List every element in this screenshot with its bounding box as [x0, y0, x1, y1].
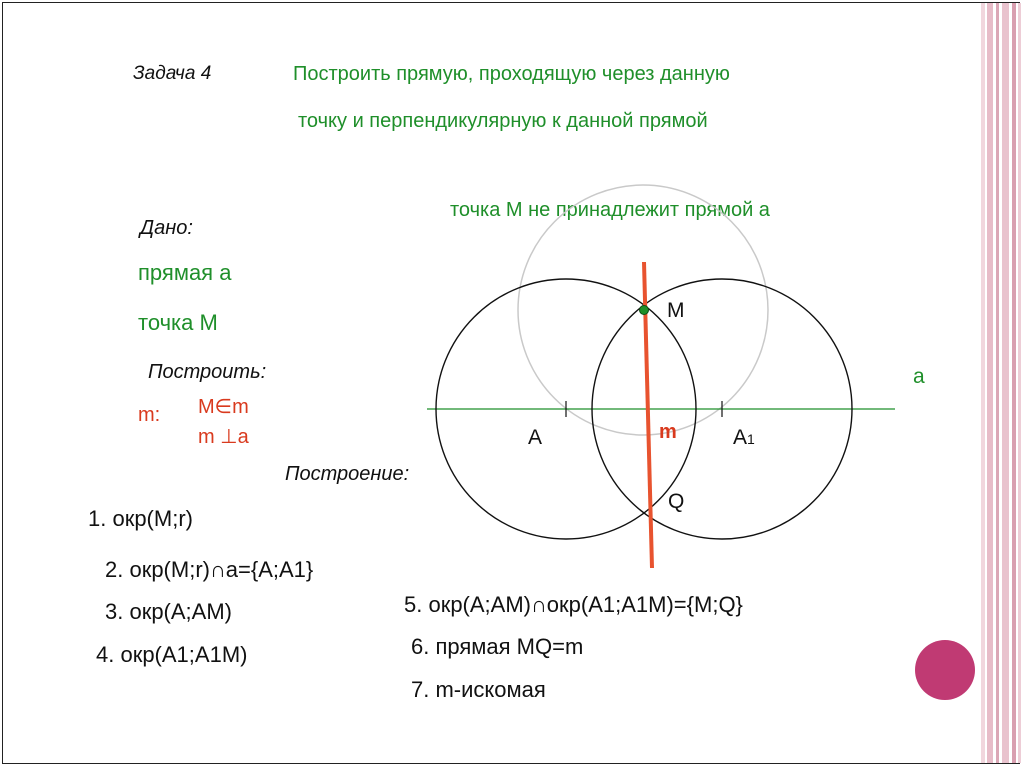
- label-point-a1-main: А: [733, 426, 748, 449]
- label-line-m: m: [659, 421, 677, 443]
- label-line-a: а: [913, 365, 925, 388]
- construct-cond2: m ⊥a: [198, 426, 249, 448]
- task-label: Задача 4: [133, 63, 212, 84]
- task-text-line2: точку и перпендикулярную к данной прямой: [298, 110, 708, 132]
- given-point: точка М: [138, 310, 218, 335]
- step-1: 1. окр(М;r): [88, 506, 193, 531]
- construction-label: Построение:: [285, 463, 410, 485]
- label-point-m: М: [667, 299, 685, 322]
- given-line: прямая а: [138, 260, 232, 285]
- label-point-a1: [733, 427, 755, 448]
- construct-cond1: M∈m: [198, 396, 249, 418]
- step-7: 7. m-искомая: [411, 677, 546, 702]
- step-2: 2. окр(М;r)∩а={А;А1}: [105, 557, 314, 582]
- label-point-a: А: [528, 426, 543, 449]
- step-5: 5. окр(А;АМ)∩окр(А1;А1М)={М;Q}: [404, 592, 743, 617]
- step-6: 6. прямая MQ=m: [411, 634, 584, 659]
- step-4: 4. окр(А1;А1М): [96, 642, 248, 667]
- step-3: 3. окр(А;АМ): [105, 599, 232, 624]
- task-text-line1: Построить прямую, проходящую через данную: [293, 63, 730, 85]
- construct-var: m:: [138, 404, 161, 426]
- label-point-q: Q: [668, 490, 685, 513]
- label-point-a1-sub: 1: [747, 431, 755, 447]
- condition-text: точка М не принадлежит прямой а: [450, 199, 770, 221]
- point-m: [640, 306, 649, 315]
- given-label: Дано:: [140, 217, 193, 239]
- construct-label: Построить:: [148, 361, 267, 383]
